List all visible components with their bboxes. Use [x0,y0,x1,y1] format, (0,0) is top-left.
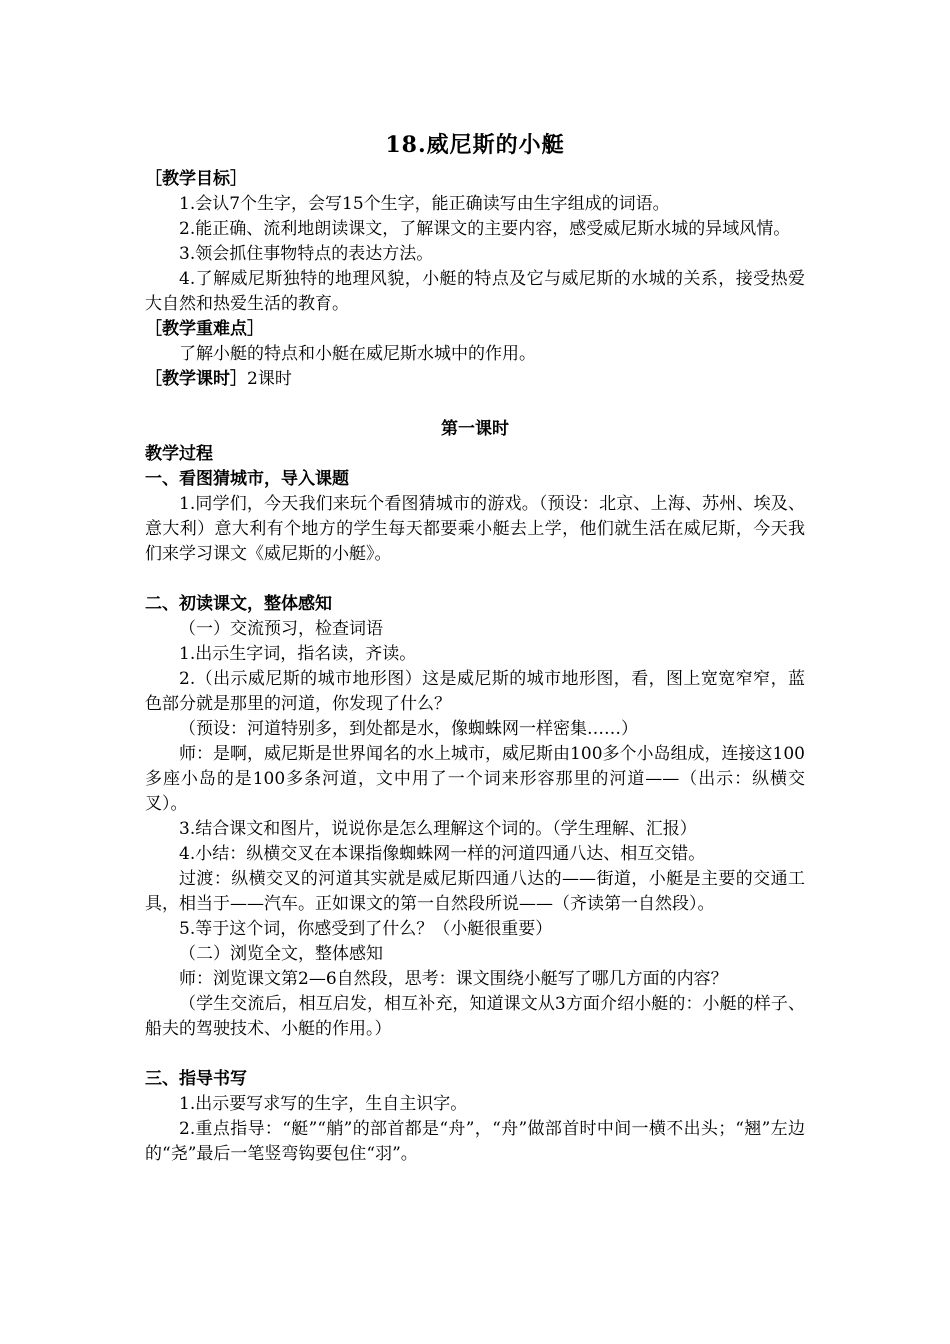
hours-value: 2课时 [247,369,292,389]
paragraph: 1.同学们，今天我们来玩个看图猜城市的游戏。（预设：北京、上海、苏州、埃及、意大利）意大利有个地方的学生每天都要乘小艇去上学，他们就生活在威尼斯，今天我们来学习课文《威尼斯的小艇》。 [145,494,805,564]
paragraph: 师：浏览课文第2—6自然段，思考：课文围绕小艇写了哪几方面的内容？ [179,969,728,989]
keypoints-text: 了解小艇的特点和小艇在威尼斯水城中的作用。 [179,344,536,364]
paragraph: 师：是啊，威尼斯是世界闻名的水上城市，威尼斯由100多个小岛组成，连接这100多座小岛的是100多条河道，文中用了一个词来形容那里的河道——（出示：纵横交叉）。 [145,744,805,814]
paragraph: 5.等于这个词，你感受到了什么？（小艇很重要） [179,919,553,939]
paragraph: 1.出示要写求写的生字，生自主识字。 [179,1094,468,1114]
paragraph: 2.重点指导：“艇”“艄”的部首都是“舟”，“舟”做部首时中间一横不出头；“翘”左边的“尧”最后一笔竖弯钩要包住“羽”。 [145,1119,805,1164]
subsection-heading: （二）浏览全文，整体感知 [179,944,383,964]
spacer [145,1042,805,1067]
goals-heading: ［教学目标］ [145,169,247,189]
subsection-heading: （一）交流预习，检查词语 [179,619,383,639]
goal-item: 3.领会抓住事物特点的表达方法。 [179,244,434,264]
goal-item: 2.能正确、流利地朗读课文，了解课文的主要内容，感受威尼斯水城的异域风情。 [179,219,791,239]
goal-item: 4.了解威尼斯独特的地理风貌，小艇的特点及它与威尼斯的水城的关系，接受热爱大自然和热爱生活的教育。 [145,269,805,314]
goal-item: 1.会认7个生字，会写15个生字，能正确读写由生字组成的词语。 [179,194,670,214]
spacer [145,567,805,592]
hours-heading: ［教学课时］ [145,369,247,389]
process-heading: 教学过程 [145,444,213,464]
keypoints-heading: ［教学重难点］ [145,319,264,339]
spacer [145,392,805,417]
section-heading: 三、指导书写 [145,1069,247,1089]
page-title: 18.威尼斯的小艇 [385,132,565,158]
section-heading: 二、初读课文，整体感知 [145,594,332,614]
document-body [145,167,805,1167]
paragraph: 过渡：纵横交叉的河道其实就是威尼斯四通八达的——街道，小艇是主要的交通工具，相当于——汽车。正如课文的第一自然段所说——（齐读第一自然段）。 [145,869,805,914]
lesson-heading: 第一课时 [441,419,509,439]
section-heading: 一、看图猜城市，导入课题 [145,469,349,489]
paragraph: 4.小结：纵横交叉在本课指像蜘蛛网一样的河道四通八达、相互交错。 [179,844,706,864]
paragraph: （预设：河道特别多，到处都是水，像蜘蛛网一样密集……） [179,719,638,739]
paragraph: 2.（出示威尼斯的城市地形图）这是威尼斯的城市地形图，看，图上宽宽窄窄，蓝色部分就是那里的河道，你发现了什么？ [145,669,805,714]
paragraph: 3.结合课文和图片，说说你是怎么理解这个词的。（学生理解、汇报） [179,819,697,839]
hours-row [145,367,805,392]
paragraph: （学生交流后，相互启发，相互补充，知道课文从3方面介绍小艇的：小艇的样子、船夫的驾驶技术、小艇的作用。） [145,994,805,1039]
paragraph: 1.出示生字词，指名读，齐读。 [179,644,417,664]
